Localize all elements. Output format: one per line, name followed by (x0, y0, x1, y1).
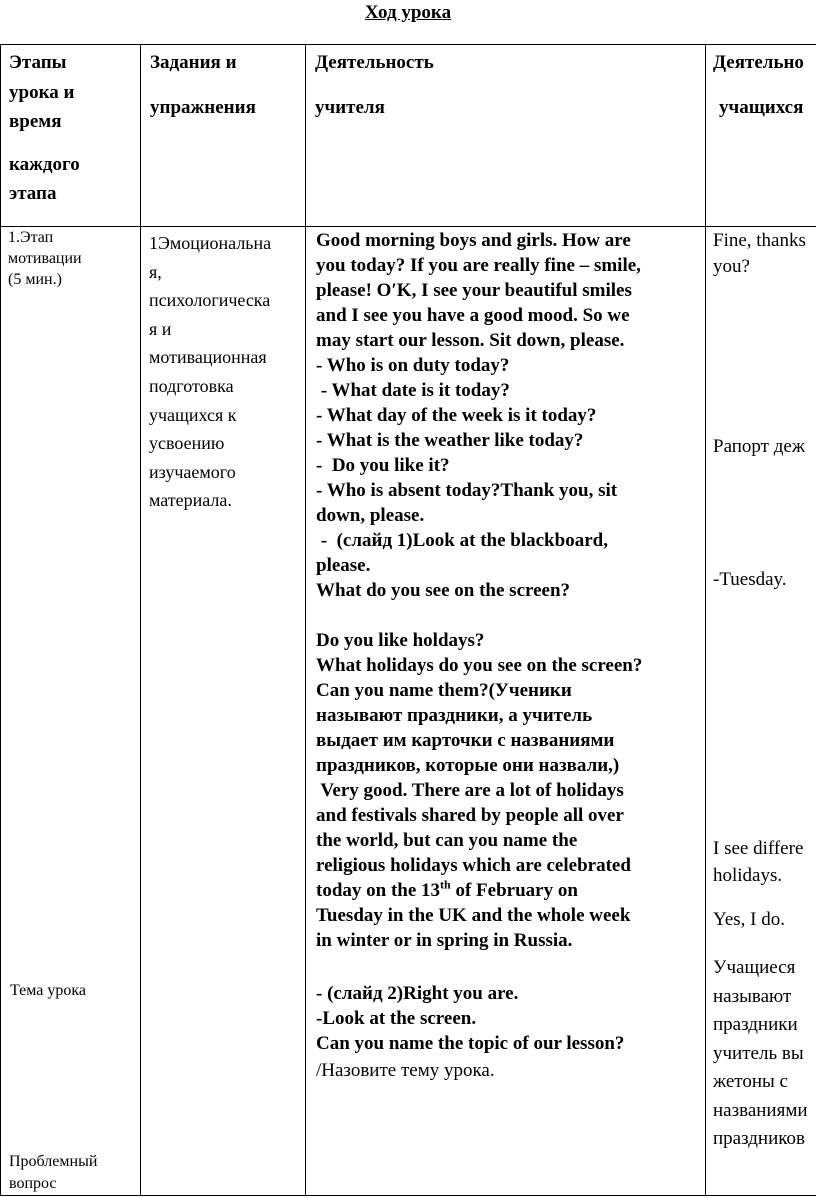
page-title: Ход урока (364, 2, 452, 23)
table-border-bottom (0, 1195, 816, 1196)
table-border-left (0, 44, 1, 1196)
table-border-top (0, 44, 816, 45)
topic-label: Тема урока (10, 982, 87, 999)
column-divider-2 (305, 44, 306, 1196)
tasks-cell: 1Эмоциональна я, психологическа я и мотивационная подготовка учащихся к усвоению изучаемого материала. (149, 233, 272, 511)
column-divider-3 (705, 44, 706, 1196)
column-divider-1 (140, 44, 141, 1196)
date-line: today on the 13th of February on (316, 877, 578, 901)
table-header-divider (0, 226, 816, 227)
